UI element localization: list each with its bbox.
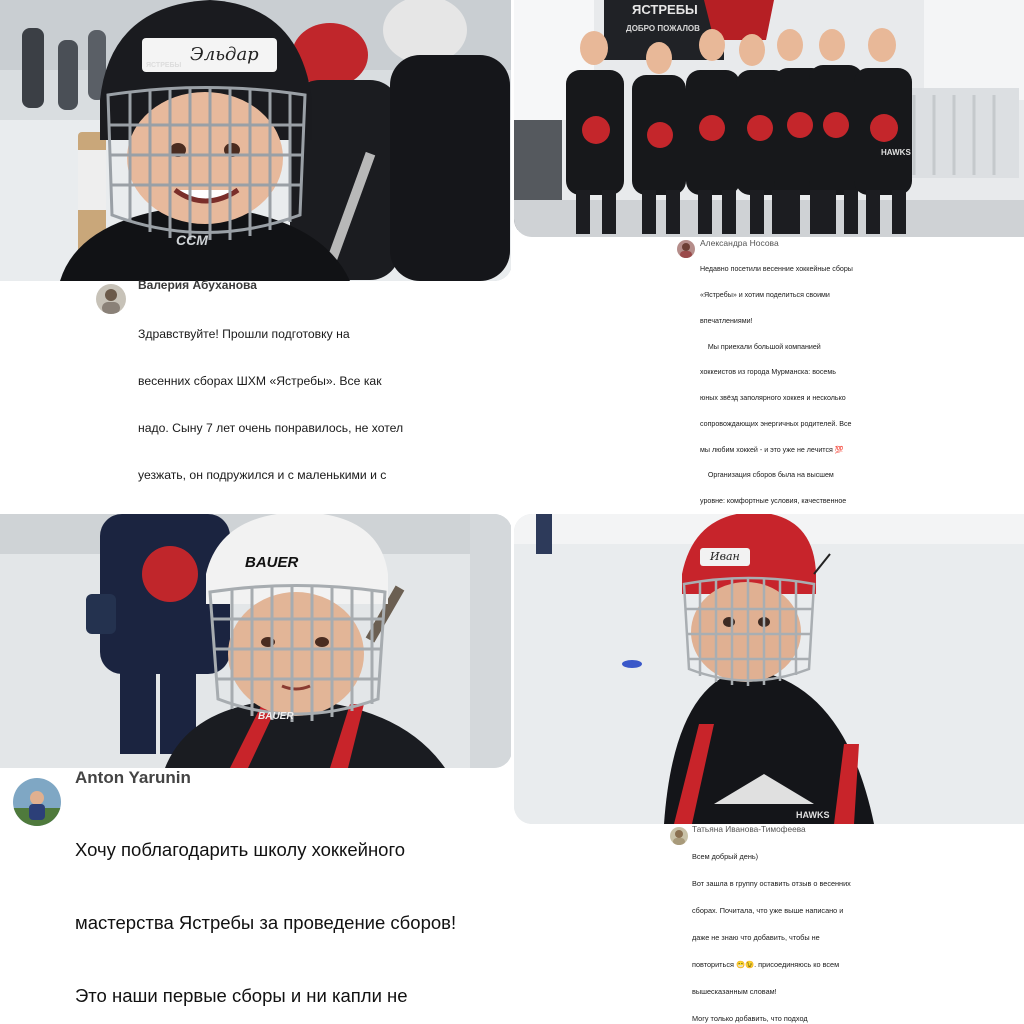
collage-panel-bottom-right (512, 512, 1024, 1024)
review-text: Недавно посетили весенние хоккейные сборы «Ястребы» и хотим поделиться своими впечатлениями! Мы приехали большой компанией хоккеистов из города Мурманска: восемь юных звёзд заполярного хоккея и несколько сопровождающих энергичных родителей. Все мы любим хоккей - и это уже не лечится 💯 Организация сборов была на высшем уровне: комфортные условия, качественное (700, 265, 853, 506)
jersey-text: HAWKS (796, 810, 830, 820)
collage-divider-horizontal (0, 511, 1024, 513)
review-card-anton (0, 768, 512, 1024)
banner-title: ЯСТРЕБЫ (632, 2, 698, 17)
banner-subtitle: ДОБРО ПОЖАЛОВ (626, 24, 700, 33)
photo-player-bauer (0, 514, 512, 768)
jersey-text: HAWKS (881, 148, 911, 157)
review-card-tatiana (667, 824, 1024, 1024)
avatar (677, 240, 695, 258)
review-text: Хочу поблагодарить школу хоккейного мастерства Ястребы за проведение сборов! Это наши первые сборы и ни капли не (75, 839, 457, 1006)
review-author: Татьяна Иванова-Тимофеева (692, 824, 806, 834)
review-text: Всем добрый день) Вот зашла в группу оставить отзыв о весенних сборах. Почитала, что уже выше написано и даже не знаю что добавить, чтобы не повториться 😁😉. присоединяюсь ко всем вышесказанным словам! Могу только добавить, что подход (692, 852, 851, 1023)
review-author: Александра Носова (700, 238, 779, 248)
avatar (13, 778, 61, 826)
helmet-label-eldar: Эльдар (190, 44, 259, 65)
collage-panel-bottom-left (0, 512, 512, 1024)
review-text: Здравствуйте! Прошли подготовку на весенних сборах ШХМ «Ястребы». Все как надо. Сыну 7 лет очень понравилось, не хотел уезжать, он подружился и с маленькими и с (138, 327, 404, 482)
cage-brand-bauer: BAUER (258, 711, 294, 722)
collage-panel-top-left (0, 0, 512, 512)
cage-brand-ccm: CCM (176, 232, 208, 248)
review-author: Anton Yarunin (75, 768, 191, 787)
photo-player-ivan (514, 514, 1024, 824)
review-card-valeria (90, 276, 510, 512)
collage-panel-top-right (512, 0, 1024, 512)
photo-team-group (514, 0, 1024, 237)
avatar (670, 827, 688, 845)
helmet-label-ivan: Иван (710, 550, 740, 563)
helmet-team-logo: ЯСТРЕБЫ (146, 62, 182, 69)
review-author: Валерия Абуханова (138, 278, 257, 292)
photo-player-eldar (0, 0, 512, 281)
review-card-aleksandra (672, 236, 1024, 512)
helmet-brand-bauer: BAUER (245, 554, 299, 571)
avatar (96, 284, 126, 314)
